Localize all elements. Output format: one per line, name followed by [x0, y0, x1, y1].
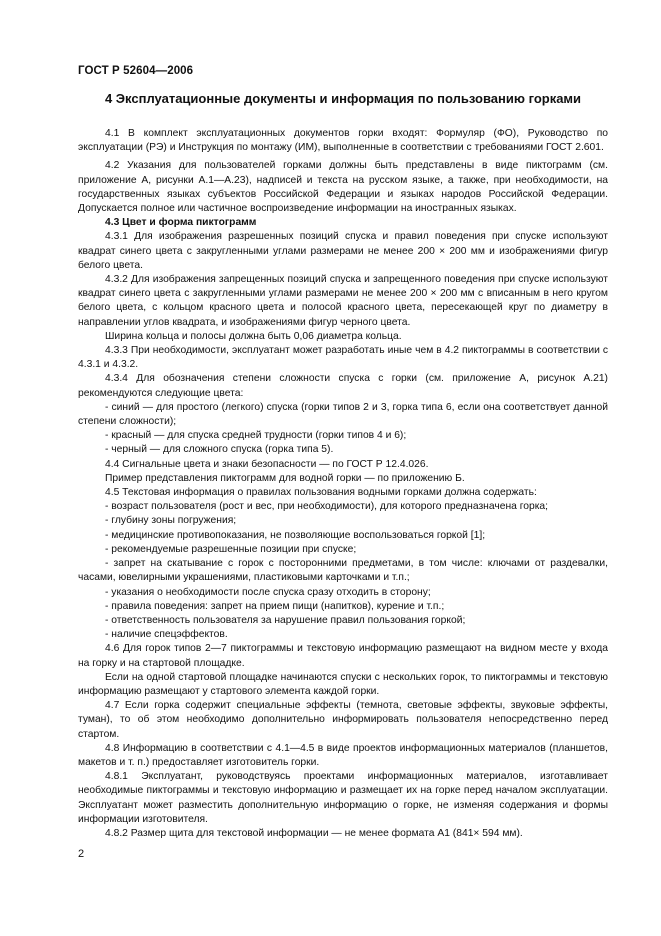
subsection-heading-4-3: 4.3 Цвет и форма пиктограмм	[105, 217, 257, 229]
paragraph-4-2: 4.2 Указания для пользователей горками должны быть представлены в виде пиктограмм (см. приложение А, рисунки А.1—А.23), надписей и текста на русском языке, а также, при необходимости, на государственных языках субъектов Российской Федерации и языках народов Российской Федерации. Допускается полное или частичное воспроизведение информации на иностранных языках.	[78, 160, 608, 215]
paragraph-4-8-2: 4.8.2 Размер щита для текстовой информации — не менее формата А1 (841× 594 мм).	[105, 827, 523, 839]
list-item: - медицинские противопоказания, не позволяющие воспользоваться горкой [1];	[105, 529, 486, 541]
paragraph-4-1: 4.1 В комплект эксплуатационных документов горки входят: Формуляр (ФО), Руководство по эксплуатации (РЭ) и Инструкция по монтажу (ИМ), выполненные в соответствии с требованиями ГОСТ 2.601.	[78, 128, 608, 154]
paragraph-4-5: 4.5 Текстовая информация о правилах пользования водными горками должна содержать:	[105, 487, 537, 499]
list-item: - возраст пользователя (рост и вес, при необходимости), для которого предназначена горка;	[105, 501, 549, 513]
paragraph-4-3-4: 4.3.4 Для обозначения степени сложности спуска с горки (см. приложение А, рисунок А.21) рекомендуются следующие цвета:	[78, 373, 608, 399]
paragraph-4-8: 4.8 Информацию в соответствии с 4.1—4.5 в виде проектов информационных материалов (планшетов, макетов и т. п.) предоставляет изготовитель горки.	[78, 742, 608, 768]
paragraph-pictogram-example: Пример представления пиктограмм для водной горки — по приложению Б.	[105, 472, 465, 484]
paragraph-4-7: 4.7 Если горка содержит специальные эффекты (темнота, световые эффекты, звуковые эффекты, туман), то об этом необходимо дополнительно информировать пользователя непосредственно перед стартом.	[78, 700, 608, 740]
paragraph-4-8-1: 4.8.1 Эксплуатант, руководствуясь проектами информационных материалов, изготавливает необходимые пиктограммы и текстовую информацию и размещает их на горке перед началом эксплуатации. Эксплуатант может разместить дополнительную информацию о горке, не изменяя содержания и формы информации изготовителя.	[78, 771, 608, 825]
list-item: - запрет на скатывание с горок с посторонними предметами, в том числе: ключами от раздевалки, часами, ювелирными украшениями, пластиковыми карточками и т.п.;	[78, 558, 608, 584]
paragraph-4-3-2: 4.3.2 Для изображения запрещенных позиций спуска и запрещенного поведения при спуске используют квадрат синего цвета с закругленными углами размерами не менее 200 × 200 мм с вписанным в него кругом белого цвета, с кольцом красного цвета и полосой красного цвета, пересекающей круг по диаметру в направлении углов квадрата, и изображениями фигур черного цвета.	[78, 274, 608, 328]
paragraph-multiple-slides: Если на одной стартовой площадке начинаются спуски с нескольких горок, то пиктограммы и текстовую информацию размещают у стартового элемента каждой горки.	[78, 671, 608, 697]
list-item: - ответственность пользователя за нарушение правил пользования горкой;	[105, 614, 466, 626]
paragraph-4-3-3: 4.3.3 При необходимости, эксплуатант может разработать иные чем в 4.2 пиктограммы в соответствии с 4.3.1 и 4.3.2.	[78, 345, 608, 371]
paragraph-4-4: 4.4 Сигнальные цвета и знаки безопасности — по ГОСТ Р 12.4.026.	[105, 458, 429, 470]
list-item: - черный — для сложного спуска (горка типа 5).	[105, 444, 334, 456]
list-item: - глубину зоны погружения;	[105, 515, 237, 527]
list-item: - указания о необходимости после спуска сразу отходить в сторону;	[105, 586, 431, 598]
document-code-header: ГОСТ Р 52604—2006	[78, 65, 194, 77]
paragraph-4-3-1: 4.3.1 Для изображения разрешенных позиций спуска и правил поведения при спуске используют квадрат синего цвета с закругленными углами размерами не менее 200 × 200 мм и изображениями фигур белого цвета.	[78, 231, 608, 271]
list-item: - рекомендуемые разрешенные позиции при спуске;	[105, 543, 357, 555]
list-item: - синий — для простого (легкого) спуска (горки типов 2 и 3, горка типа 6, если она соответствует данной степени сложности);	[78, 401, 608, 428]
list-item: - правила поведения: запрет на прием пищи (напитков), курение и т.п.;	[105, 600, 445, 612]
section-title: 4 Эксплуатационные документы и информация по пользованию горками	[104, 91, 582, 106]
list-item: - красный — для спуска средней трудности (горки типов 4 и 6);	[105, 430, 407, 442]
page-number: 2	[78, 848, 85, 860]
document-body	[78, 127, 608, 841]
paragraph-4-6: 4.6 Для горок типов 2—7 пиктограммы и текстовую информацию размещают на видном месте у входа на горку и на стартовой площадке.	[78, 643, 608, 669]
paragraph-ring-width: Ширина кольца и полосы должна быть 0,06 диаметра кольца.	[105, 330, 402, 342]
list-item: - наличие спецэффектов.	[105, 629, 228, 641]
